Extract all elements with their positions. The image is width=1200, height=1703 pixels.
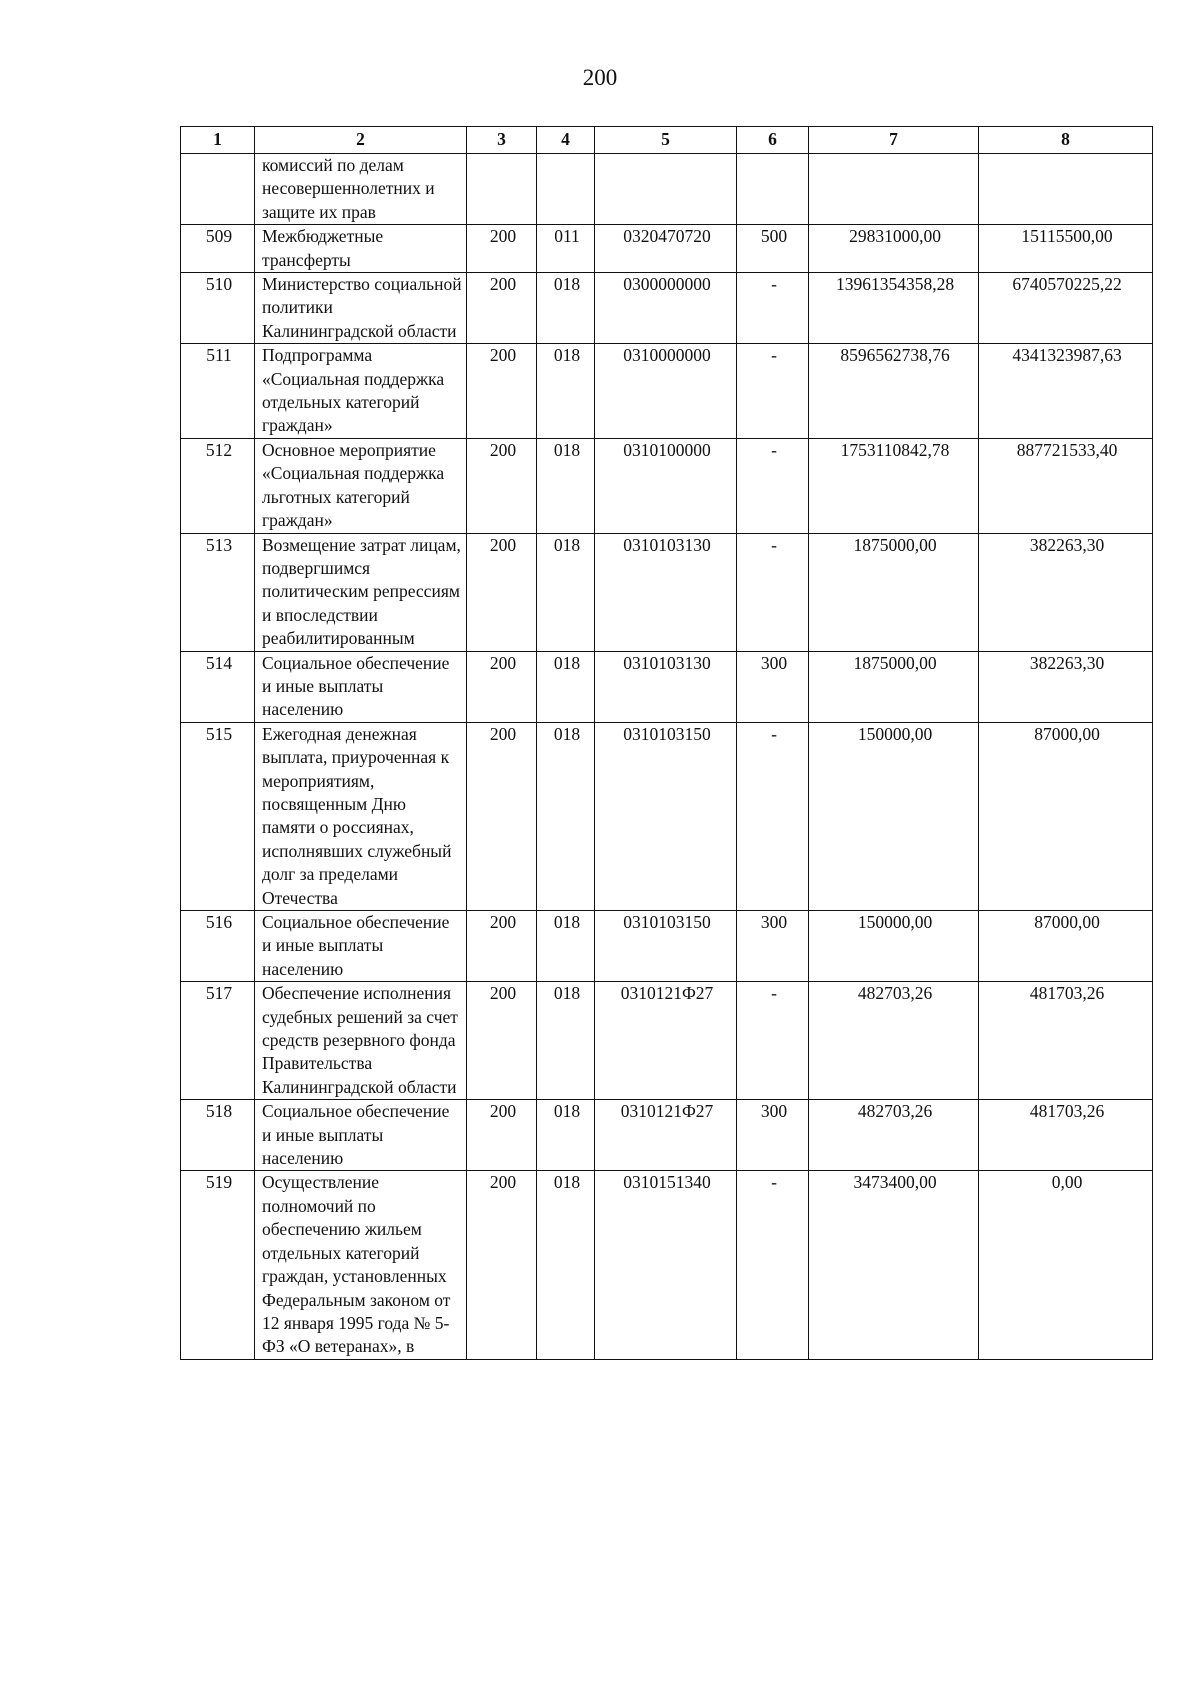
row-amount-8-cell: 382263,30: [979, 651, 1153, 722]
row-code-3-cell: 200: [467, 273, 537, 344]
row-amount-8-cell: 6740570225,22: [979, 273, 1153, 344]
row-code-6-cell: 300: [737, 651, 809, 722]
table-row: [181, 438, 1153, 533]
row-code-3-cell: 200: [467, 344, 537, 439]
header-col-4: 4: [537, 127, 595, 154]
table-row: [181, 154, 1153, 225]
row-code-5-cell: 0310103150: [595, 911, 737, 982]
row-code-6-cell: -: [737, 344, 809, 439]
table-row: [181, 911, 1153, 982]
row-amount-7-cell: 1753110842,78: [809, 438, 979, 533]
row-code-4-cell: 011: [537, 225, 595, 273]
row-amount-7-cell: 150000,00: [809, 911, 979, 982]
table-header: [181, 127, 1153, 154]
row-amount-7-cell: 482703,26: [809, 982, 979, 1100]
row-code-5-cell: [595, 154, 737, 225]
table-row: [181, 344, 1153, 439]
row-number-cell: 515: [181, 722, 255, 910]
row-number-cell: 511: [181, 344, 255, 439]
row-number-cell: 509: [181, 225, 255, 273]
header-col-8: 8: [979, 127, 1153, 154]
row-code-6-cell: 300: [737, 911, 809, 982]
row-code-6-cell: [737, 154, 809, 225]
row-code-4-cell: [537, 154, 595, 225]
row-code-5-cell: 0310000000: [595, 344, 737, 439]
row-code-3-cell: 200: [467, 911, 537, 982]
row-amount-8-cell: 0,00: [979, 1171, 1153, 1359]
row-number-cell: 519: [181, 1171, 255, 1359]
row-name-cell: Осуществление полномочий по обеспечению жильем отдельных категорий граждан, установленных Федеральным законом от 12 января 1995 года № 5-ФЗ «О ветеранах», в: [255, 1171, 467, 1359]
row-amount-7-cell: 150000,00: [809, 722, 979, 910]
row-number-cell: 517: [181, 982, 255, 1100]
row-code-5-cell: 0300000000: [595, 273, 737, 344]
row-amount-8-cell: 4341323987,63: [979, 344, 1153, 439]
row-name-cell: Основное мероприятие «Социальная поддержка льготных категорий граждан»: [255, 438, 467, 533]
header-col-6: 6: [737, 127, 809, 154]
row-code-6-cell: -: [737, 982, 809, 1100]
row-number-cell: 514: [181, 651, 255, 722]
row-code-3-cell: 200: [467, 982, 537, 1100]
row-name-cell: Подпрограмма «Социальная поддержка отдельных категорий граждан»: [255, 344, 467, 439]
row-number-cell: 512: [181, 438, 255, 533]
row-amount-8-cell: 481703,26: [979, 1100, 1153, 1171]
table-row: [181, 533, 1153, 651]
row-amount-8-cell: 87000,00: [979, 722, 1153, 910]
row-number-cell: [181, 154, 255, 225]
row-code-4-cell: 018: [537, 273, 595, 344]
row-code-4-cell: 018: [537, 722, 595, 910]
table-row: [181, 273, 1153, 344]
row-number-cell: 516: [181, 911, 255, 982]
table-row: [181, 1171, 1153, 1359]
row-code-6-cell: 300: [737, 1100, 809, 1171]
row-amount-7-cell: 8596562738,76: [809, 344, 979, 439]
row-number-cell: 513: [181, 533, 255, 651]
row-amount-8-cell: 382263,30: [979, 533, 1153, 651]
row-code-5-cell: 0310151340: [595, 1171, 737, 1359]
row-code-4-cell: 018: [537, 651, 595, 722]
row-amount-7-cell: 1875000,00: [809, 533, 979, 651]
row-code-4-cell: 018: [537, 911, 595, 982]
header-col-3: 3: [467, 127, 537, 154]
row-code-6-cell: -: [737, 533, 809, 651]
row-code-5-cell: 0310121Ф27: [595, 982, 737, 1100]
row-name-cell: Межбюджетные трансферты: [255, 225, 467, 273]
row-code-4-cell: 018: [537, 438, 595, 533]
row-amount-7-cell: 3473400,00: [809, 1171, 979, 1359]
row-code-5-cell: 0310103150: [595, 722, 737, 910]
row-name-cell: Ежегодная денежная выплата, приуроченная к мероприятиям, посвященным Дню памяти о россиянах, исполнявших служебный долг за пределами Отечества: [255, 722, 467, 910]
row-code-3-cell: 200: [467, 1171, 537, 1359]
row-name-cell: Социальное обеспечение и иные выплаты населению: [255, 651, 467, 722]
row-code-6-cell: -: [737, 438, 809, 533]
table-row: [181, 982, 1153, 1100]
header-col-5: 5: [595, 127, 737, 154]
row-code-4-cell: 018: [537, 982, 595, 1100]
row-code-6-cell: -: [737, 722, 809, 910]
table-row: [181, 225, 1153, 273]
budget-table: [180, 126, 1153, 1360]
row-name-cell: Министерство социальной политики Калининградской области: [255, 273, 467, 344]
row-code-3-cell: 200: [467, 651, 537, 722]
row-name-cell: Обеспечение исполнения судебных решений за счет средств резервного фонда Правительства Калининградской области: [255, 982, 467, 1100]
row-code-3-cell: 200: [467, 1100, 537, 1171]
row-amount-7-cell: 13961354358,28: [809, 273, 979, 344]
row-amount-7-cell: 1875000,00: [809, 651, 979, 722]
table-row: [181, 1100, 1153, 1171]
page-number: 200: [582, 65, 618, 90]
header-row: [181, 127, 1153, 154]
row-code-5-cell: 0310121Ф27: [595, 1100, 737, 1171]
header-col-2: 2: [255, 127, 467, 154]
row-code-3-cell: 200: [467, 438, 537, 533]
row-number-cell: 510: [181, 273, 255, 344]
row-amount-8-cell: [979, 154, 1153, 225]
row-code-4-cell: 018: [537, 1100, 595, 1171]
header-col-7: 7: [809, 127, 979, 154]
row-code-5-cell: 0310103130: [595, 651, 737, 722]
table-row: [181, 722, 1153, 910]
row-name-cell: комиссий по делам несовершеннолетних и защите их прав: [255, 154, 467, 225]
row-amount-7-cell: 482703,26: [809, 1100, 979, 1171]
row-code-5-cell: 0310100000: [595, 438, 737, 533]
row-code-6-cell: -: [737, 273, 809, 344]
row-code-3-cell: 200: [467, 533, 537, 651]
table-body: [181, 154, 1153, 1360]
row-amount-7-cell: 29831000,00: [809, 225, 979, 273]
row-amount-8-cell: 87000,00: [979, 911, 1153, 982]
row-code-3-cell: 200: [467, 225, 537, 273]
row-code-4-cell: 018: [537, 344, 595, 439]
row-code-6-cell: 500: [737, 225, 809, 273]
row-code-3-cell: [467, 154, 537, 225]
row-code-4-cell: 018: [537, 1171, 595, 1359]
row-number-cell: 518: [181, 1100, 255, 1171]
row-code-5-cell: 0320470720: [595, 225, 737, 273]
row-code-5-cell: 0310103130: [595, 533, 737, 651]
row-name-cell: Социальное обеспечение и иные выплаты населению: [255, 1100, 467, 1171]
row-amount-7-cell: [809, 154, 979, 225]
row-code-6-cell: -: [737, 1171, 809, 1359]
row-code-4-cell: 018: [537, 533, 595, 651]
row-code-3-cell: 200: [467, 722, 537, 910]
row-amount-8-cell: 481703,26: [979, 982, 1153, 1100]
table-row: [181, 651, 1153, 722]
row-name-cell: Возмещение затрат лицам, подвергшимся политическим репрессиям и впоследствии реабилитированным: [255, 533, 467, 651]
row-amount-8-cell: 887721533,40: [979, 438, 1153, 533]
row-name-cell: Социальное обеспечение и иные выплаты населению: [255, 911, 467, 982]
row-amount-8-cell: 15115500,00: [979, 225, 1153, 273]
header-col-1: 1: [181, 127, 255, 154]
